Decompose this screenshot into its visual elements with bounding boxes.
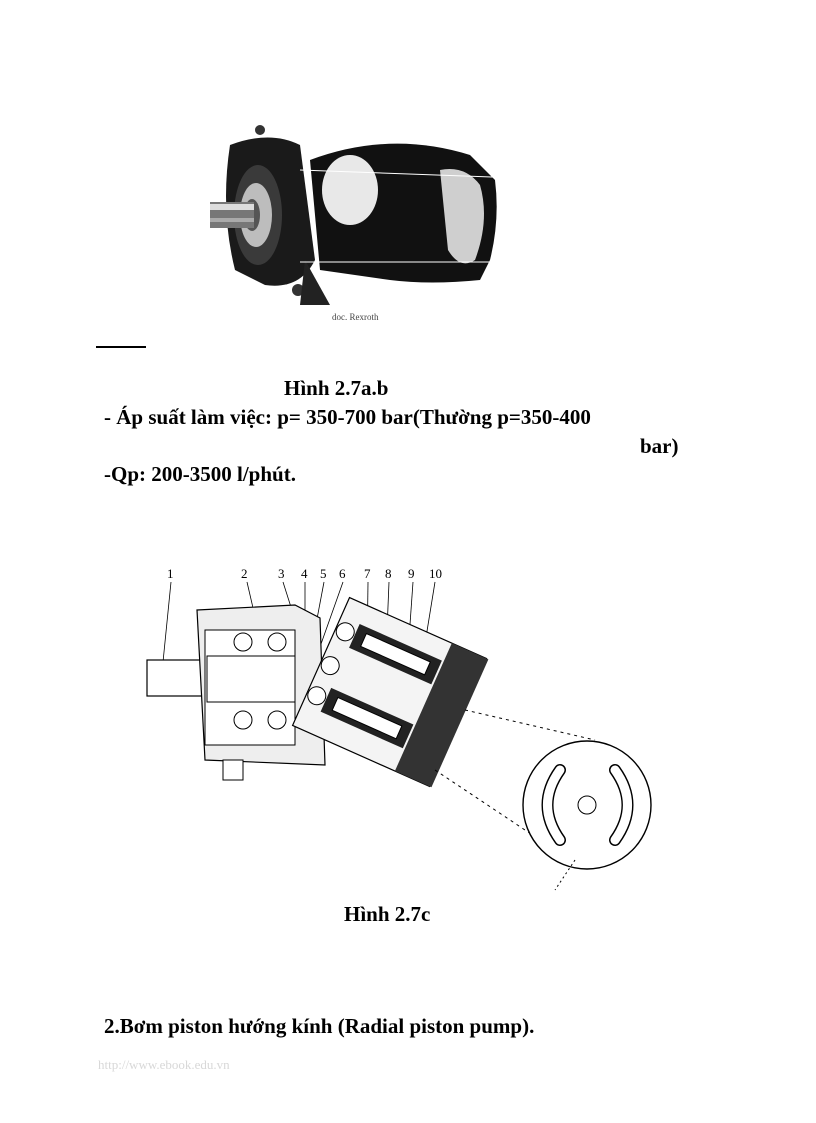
watermark: http://www.ebook.edu.vn <box>98 1057 230 1072</box>
figure-caption-c: Hình 2.7c <box>344 902 431 926</box>
pump-cross-section-diagram <box>135 560 695 900</box>
short-rule <box>96 346 146 348</box>
pressure-spec-line1: - Áp suất làm việc: p= 350-700 bar(Thường p=350-400 <box>104 405 591 429</box>
part-label-6: 6 <box>339 566 346 581</box>
section-heading: 2.Bơm piston hướng kính (Radial piston pump). <box>104 1014 535 1038</box>
part-label-8: 8 <box>385 566 392 581</box>
figure-caption-a-b: Hình 2.7a.b <box>284 376 389 400</box>
part-label-9: 9 <box>408 566 415 581</box>
photo-credit: doc. Rexroth <box>332 312 379 322</box>
part-label-2: 2 <box>241 566 248 581</box>
part-label-3: 3 <box>278 566 285 581</box>
pump-photo <box>190 110 520 340</box>
part-label-4: 4 <box>301 566 308 581</box>
part-label-1: 1 <box>167 566 174 581</box>
part-label-5: 5 <box>320 566 327 581</box>
part-label-10: 10 <box>429 566 442 581</box>
part-label-7: 7 <box>364 566 371 581</box>
pressure-spec-line2: bar) <box>640 434 679 458</box>
flow-spec: -Qp: 200-3500 l/phút. <box>104 462 296 486</box>
